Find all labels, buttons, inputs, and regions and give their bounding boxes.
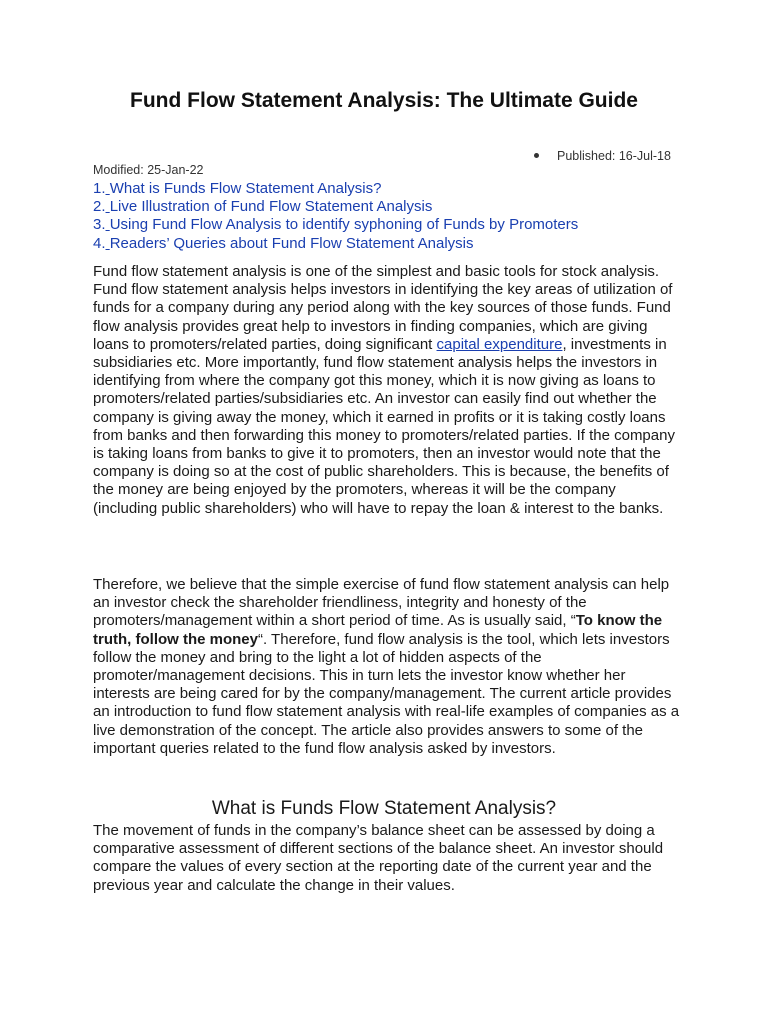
- published-date-text: Published: 16-Jul-18: [557, 149, 671, 163]
- toc-link-readers-queries[interactable]: Readers’ Queries about Fund Flow Statement Analysis: [109, 234, 474, 252]
- toc-item-3[interactable]: [93, 216, 578, 234]
- quote-emphasis: To know the truth, follow the money: [93, 612, 663, 648]
- bullet-icon: [534, 153, 539, 158]
- follow-money-paragraph: Therefore, we believe that the simple exercise of fund flow statement analysis can help an investor check the shareholder friendliness, integrity and honesty of the promoters/management within a short period of time. As is usually said, “To know the truth, follow the money“. Therefore, fund flow analysis is the tool, which lets investors follow the money and bring to the light a lot of hidden aspects of the promoter/management decisions. This in turn lets the investor know whether her interests are being cared for by the company/management. The current article provides an introduction to fund flow statement analysis with real-life examples of companies as a live demonstration of the concept. The article also provides answers to some of the important queries related to the fund flow analysis asked by investors.: [93, 576, 680, 757]
- modified-date: Modified: 25-Jan-22: [93, 163, 204, 177]
- toc-number: 2.: [93, 198, 106, 216]
- toc-link-syphoning-funds[interactable]: Using Fund Flow Analysis to identify syphoning of Funds by Promoters: [109, 216, 579, 234]
- toc-link-what-is-funds-flow[interactable]: What is Funds Flow Statement Analysis?: [109, 180, 382, 197]
- table-of-contents: [93, 180, 578, 253]
- toc-item-4[interactable]: [93, 235, 578, 253]
- toc-number: 3.: [93, 216, 106, 234]
- toc-number: 4.: [93, 234, 106, 252]
- section-paragraph: The movement of funds in the company’s balance sheet can be assessed by doing a comparative assessment of different sections of the balance sheet. An investor should compare the values of every section at the reporting date of the current year and the previous year and calculate the change in their values.: [93, 822, 664, 894]
- toc-link-live-illustration[interactable]: Live Illustration of Fund Flow Statement Analysis: [109, 198, 433, 216]
- toc-number: 1.: [93, 180, 106, 197]
- capital-expenditure-link[interactable]: capital expenditure: [436, 335, 563, 353]
- toc-item-1[interactable]: [93, 180, 578, 198]
- toc-item-2[interactable]: [93, 198, 578, 216]
- intro-paragraph: Fund flow statement analysis is one of the simplest and basic tools for stock analysis. Fund flow statement analysis helps investors in identifying the key areas of utilization of funds for a company during any period along with the key sources of those funds. Fund flow analysis provides great help to investors in finding companies, which are giving loans to promoters/related parties, doing significant capital expenditure, investments in subsidiaries etc. More importantly, fund flow statement analysis helps the investors in identifying from where the company got this money, which it is now giving as loans to promoters/related parties/subsidiaries etc. An investor can easily find out whether the company is giving away the money, which it earned in profits or it is taking costly loans from banks and then forwarding this money to promoters/related parties. If the company is taking loans from banks to give it to promoters, then an investor would note that the company is doing so at the cost of public shareholders. This is because, the benefits of the money are being enjoyed by the promoters, whereas it will be the company (including public shareholders) who will have to repay the loan & interest to the banks.: [93, 263, 675, 517]
- page-title: Fund Flow Statement Analysis: The Ultimate Guide: [130, 89, 638, 112]
- section-heading: What is Funds Flow Statement Analysis?: [211, 798, 557, 819]
- published-date: [534, 149, 671, 163]
